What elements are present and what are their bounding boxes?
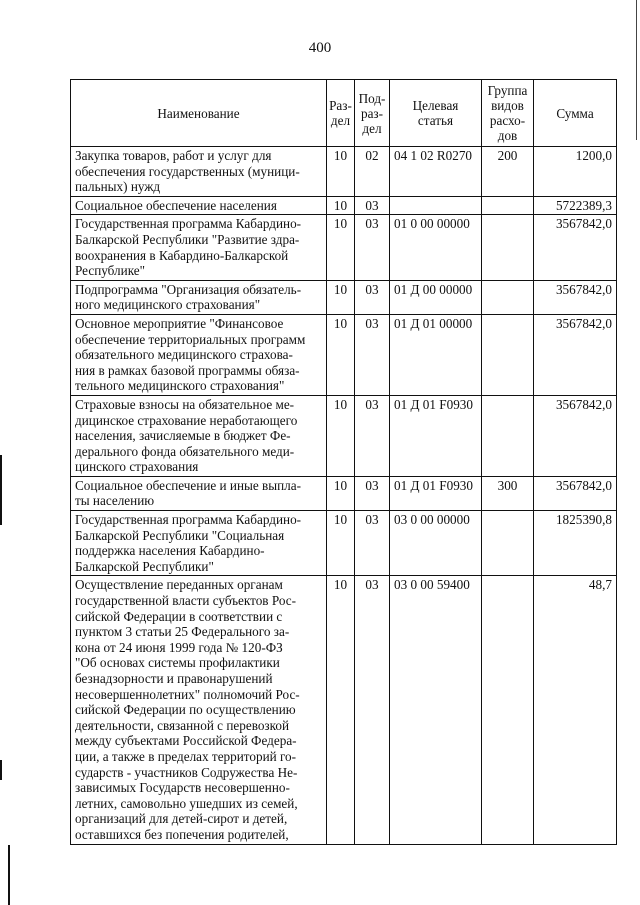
- header-subsection: Под- раз- дел: [355, 80, 390, 147]
- cell-name-line: тельного медицинского страхования": [75, 378, 285, 394]
- cell-subsection: 03: [355, 280, 390, 314]
- cell-expense-group: [482, 314, 534, 395]
- cell-name: [71, 395, 327, 476]
- cell-name-line: воохранения в Кабардино-Балкарской: [75, 247, 289, 263]
- cell-name-line: обеспечения государственных (муници-: [75, 163, 300, 179]
- cell-name: [71, 314, 327, 395]
- cell-subsection: 03: [355, 196, 390, 215]
- scan-edge-mark: [636, 0, 637, 140]
- cell-section: 10: [327, 215, 355, 280]
- cell-name: [71, 215, 327, 280]
- cell-section: 10: [327, 196, 355, 215]
- table-row: [71, 511, 617, 576]
- cell-name-line: ции, а также в пределах территорий го-: [75, 748, 297, 764]
- cell-subsection: 02: [355, 147, 390, 197]
- cell-target-article: 03 0 00 59400: [390, 576, 482, 844]
- cell-name-line: дерального фонда обязательного меди-: [75, 443, 295, 459]
- cell-name-line: обязательного медицинского страхова-: [75, 347, 293, 363]
- cell-name-line: сударств - участников Содружества Не-: [75, 764, 298, 780]
- cell-expense-group: [482, 511, 534, 576]
- cell-sum: 3567842,0: [534, 314, 617, 395]
- cell-name-line: Государственная программа Кабардино-: [75, 512, 302, 528]
- cell-sum: 1200,0: [534, 147, 617, 197]
- cell-expense-group: [482, 395, 534, 476]
- cell-section: 10: [327, 511, 355, 576]
- cell-sum: 5722389,3: [534, 196, 617, 215]
- cell-name-line: дицинское страхование неработающего: [75, 412, 298, 428]
- cell-name-line: зависимых Государств несовершенно-: [75, 780, 290, 796]
- cell-expense-group: 200: [482, 147, 534, 197]
- cell-target-article: 01 Д 01 F0930: [390, 476, 482, 510]
- cell-name-line: ты населению: [75, 493, 155, 509]
- cell-name-line: Основное мероприятие "Финансовое: [75, 315, 284, 331]
- cell-subsection: 03: [355, 215, 390, 280]
- cell-name-line: между субъектами Российской Федера-: [75, 733, 297, 749]
- cell-name-line: Балкарской Республики "Социальная: [75, 527, 285, 543]
- table-header-row: [71, 80, 617, 147]
- cell-target-article: 01 0 00 00000: [390, 215, 482, 280]
- cell-name-line: ного медицинского страхования": [75, 297, 261, 313]
- cell-subsection: 03: [355, 314, 390, 395]
- cell-name-line: Государственная программа Кабардино-: [75, 216, 302, 232]
- cell-expense-group: [482, 196, 534, 215]
- cell-target-article: 04 1 02 R0270: [390, 147, 482, 197]
- cell-name-line: Балкарской Республики "Развитие здра-: [75, 231, 300, 247]
- cell-name-line: поддержка населения Кабардино-: [75, 543, 265, 559]
- cell-subsection: 03: [355, 395, 390, 476]
- table-row: [71, 280, 617, 314]
- table-row: [71, 215, 617, 280]
- cell-name-line: сийской Федерации в соответствии с: [75, 608, 283, 624]
- cell-name-line: Подпрограмма "Организация обязатель-: [75, 281, 302, 297]
- cell-sum: 48,7: [534, 576, 617, 844]
- scan-edge-mark: [0, 455, 2, 525]
- table-row: [71, 147, 617, 197]
- cell-name-line: Осуществление переданных органам: [75, 577, 283, 593]
- cell-name-line: населения, зачисляемые в бюджет Фе-: [75, 428, 291, 444]
- cell-name-line: деятельности, связанной с перевозкой: [75, 717, 290, 733]
- cell-section: 10: [327, 314, 355, 395]
- cell-sum: 3567842,0: [534, 476, 617, 510]
- cell-sum: 1825390,8: [534, 511, 617, 576]
- cell-name-line: летних, самовольно ушедших из семей,: [75, 795, 298, 811]
- table-row: [71, 576, 617, 844]
- cell-name-line: безнадзорности и правонарушений: [75, 671, 273, 686]
- cell-sum: 3567842,0: [534, 215, 617, 280]
- cell-name: [71, 280, 327, 314]
- cell-name: [71, 196, 327, 215]
- cell-name-line: организаций для детей-сирот и детей,: [75, 811, 288, 827]
- cell-name: [71, 147, 327, 197]
- cell-expense-group: [482, 280, 534, 314]
- cell-sum: 3567842,0: [534, 395, 617, 476]
- cell-target-article: 03 0 00 00000: [390, 511, 482, 576]
- table-row: [71, 476, 617, 510]
- cell-name-line: Республике": [75, 263, 146, 279]
- cell-name-line: ния в рамках базовой программы обяза-: [75, 362, 300, 378]
- cell-subsection: 03: [355, 511, 390, 576]
- cell-section: 10: [327, 147, 355, 197]
- header-target-article: Целевая статья: [390, 80, 482, 147]
- table-row: [71, 196, 617, 215]
- cell-name-line: пальных) нужд: [75, 179, 161, 195]
- cell-name-line: государственной власти субъектов Рос-: [75, 593, 297, 609]
- scan-edge-mark: [8, 845, 10, 905]
- cell-name-line: Социальное обеспечение населения: [75, 197, 277, 213]
- cell-target-article: 01 Д 01 00000: [390, 314, 482, 395]
- cell-name: [71, 511, 327, 576]
- cell-target-article: 01 Д 01 F0930: [390, 395, 482, 476]
- table-row: [71, 395, 617, 476]
- table-row: [71, 314, 617, 395]
- cell-name-line: оставшихся без попечения родителей,: [75, 826, 289, 842]
- header-sum: Сумма: [534, 80, 617, 147]
- cell-name-line: Закупка товаров, работ и услуг для: [75, 148, 272, 163]
- cell-expense-group: 300: [482, 476, 534, 510]
- cell-target-article: [390, 196, 482, 215]
- cell-section: 10: [327, 476, 355, 510]
- cell-subsection: 03: [355, 576, 390, 844]
- cell-sum: 3567842,0: [534, 280, 617, 314]
- cell-name-line: обеспечение территориальных программ: [75, 331, 306, 347]
- cell-name-line: несовершеннолетних" полномочий Рос-: [75, 686, 300, 702]
- cell-name: [71, 476, 327, 510]
- cell-expense-group: [482, 215, 534, 280]
- cell-section: 10: [327, 395, 355, 476]
- budget-table: [70, 79, 617, 845]
- cell-section: 10: [327, 576, 355, 844]
- cell-name-line: Страховые взносы на обязательное ме-: [75, 396, 295, 412]
- header-expense-group: Группа видов расхо- дов: [482, 80, 534, 147]
- cell-name-line: Социальное обеспечение и иные выпла-: [75, 477, 301, 493]
- cell-name-line: "Об основах системы профилактики: [75, 655, 280, 671]
- header-name: Наименование: [71, 80, 327, 147]
- cell-section: 10: [327, 280, 355, 314]
- cell-name-line: сийской Федерации по осуществлению: [75, 702, 296, 718]
- cell-expense-group: [482, 576, 534, 844]
- header-section: Раз- дел: [327, 80, 355, 147]
- scan-edge-mark: [0, 760, 2, 780]
- page-number: 400: [308, 40, 332, 56]
- cell-name-line: цинского страхования: [75, 459, 199, 475]
- cell-name-line: Балкарской Республики": [75, 558, 214, 574]
- cell-name: [71, 576, 327, 844]
- cell-target-article: 01 Д 00 00000: [390, 280, 482, 314]
- cell-subsection: 03: [355, 476, 390, 510]
- cell-name-line: кона от 24 июня 1999 года № 120-ФЗ: [75, 639, 283, 655]
- cell-name-line: пунктом 3 статьи 25 Федерального за-: [75, 624, 290, 640]
